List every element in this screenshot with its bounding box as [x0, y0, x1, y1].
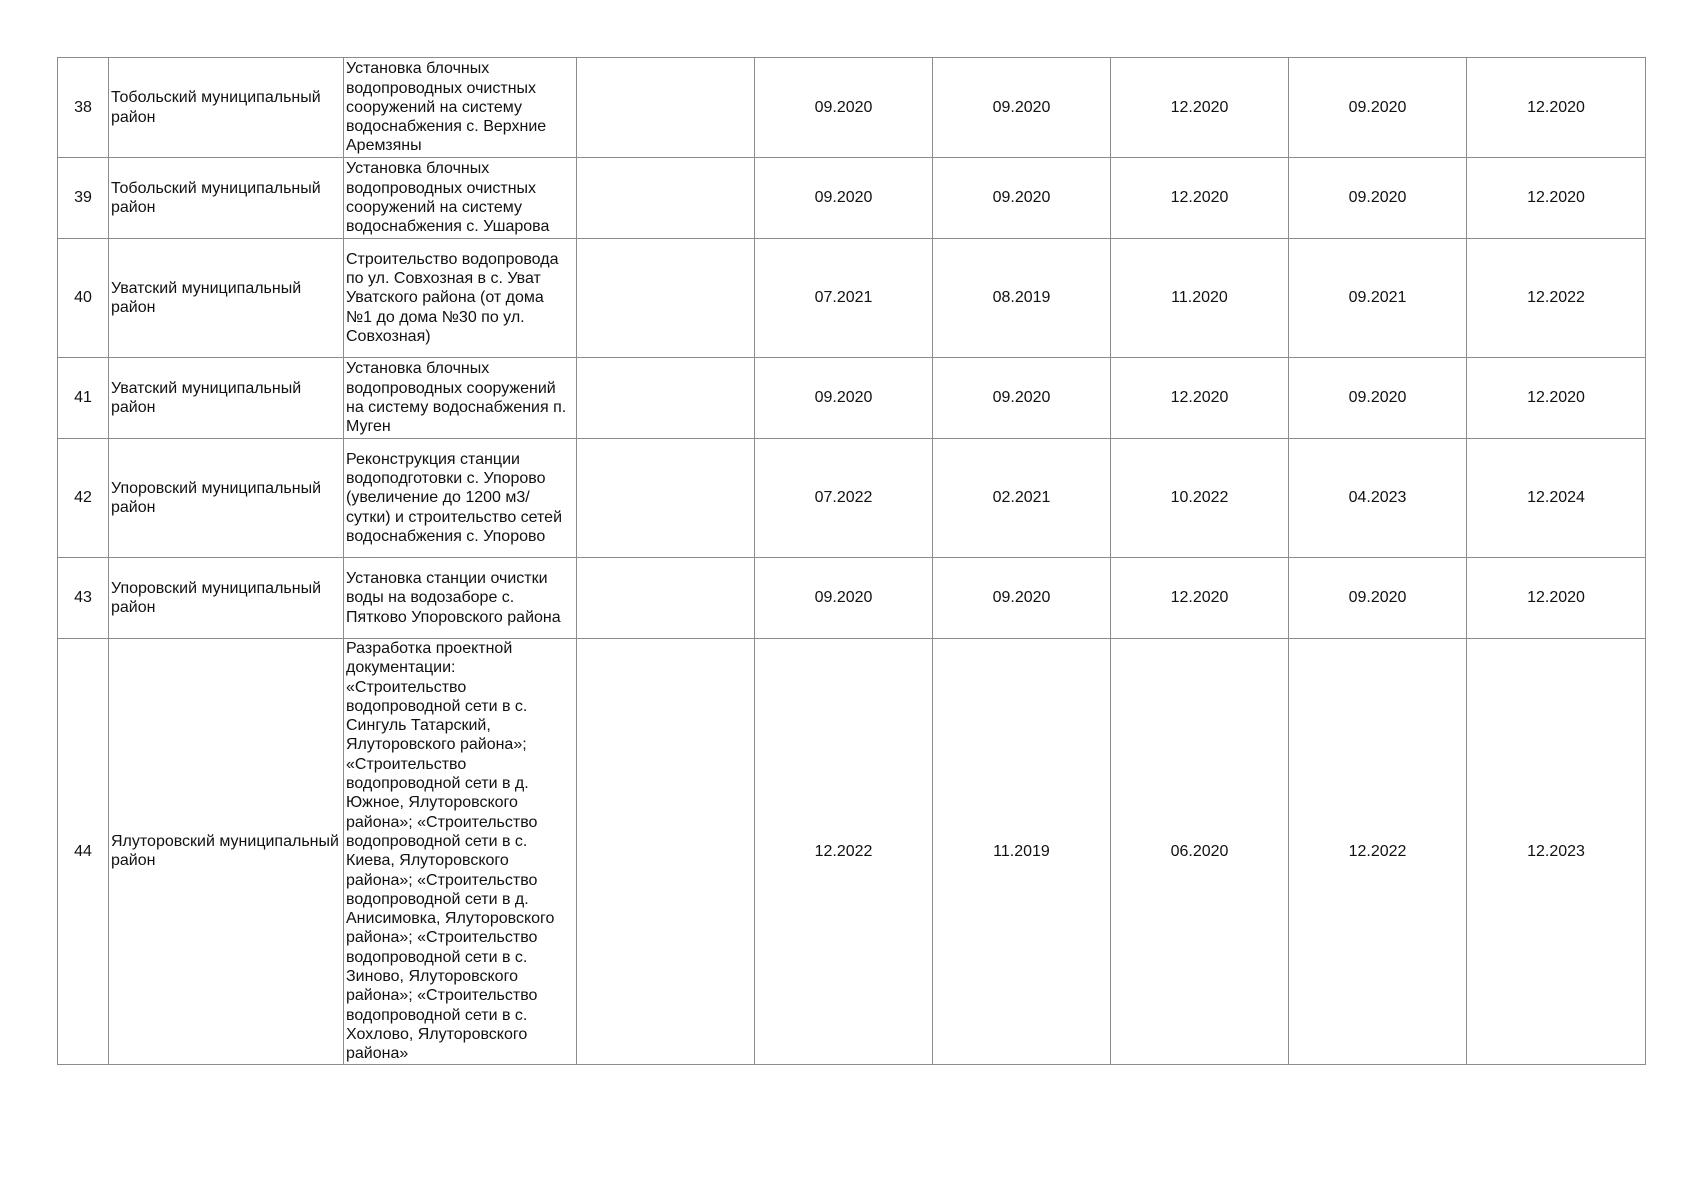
- district-cell: Ялуторовский муниципальный район: [109, 639, 344, 1065]
- description-cell: Установка блочных водопроводных очистных сооружений на систему водоснабжения с. Ушарова: [344, 158, 577, 239]
- table-body: [58, 58, 1646, 1065]
- date-cell: 09.2020: [933, 358, 1111, 439]
- row-number: 42: [58, 439, 109, 558]
- date-cell: 12.2020: [1111, 158, 1289, 239]
- date-cell: 12.2020: [1111, 558, 1289, 639]
- date-cell: 12.2022: [1467, 239, 1646, 358]
- description-cell: Разработка проектной документации: «Строительство водопроводной сети в с. Сингуль Татарский, Ялуторовского района»; «Строительство водопроводной сети в д. Южное, Ялуторовского района»; «Строительство водопроводной сети в с. Киева, Ялуторовского района»; «Строительство водопроводной сети в д. Анисимовка, Ялуторовского района»; «Строительство водопроводной сети в с. Зиново, Ялуторовского района»; «Строительство водопроводной сети в с. Хохлово, Ялуторовского района»: [344, 639, 577, 1065]
- empty-cell: [577, 439, 755, 558]
- date-cell: 09.2021: [1289, 239, 1467, 358]
- date-cell: 09.2020: [933, 558, 1111, 639]
- date-cell: 12.2022: [1289, 639, 1467, 1065]
- description-cell: Реконструкция станции водоподготовки с. Упорово (увеличение до 1200 м3/сутки) и строительство сетей водоснабжения с. Упорово: [344, 439, 577, 558]
- date-cell: 09.2020: [933, 58, 1111, 158]
- district-cell: Уватский муниципальный район: [109, 239, 344, 358]
- row-number: 43: [58, 558, 109, 639]
- date-cell: 06.2020: [1111, 639, 1289, 1065]
- row-number: 38: [58, 58, 109, 158]
- date-cell: 12.2022: [755, 639, 933, 1065]
- date-cell: 12.2020: [1111, 358, 1289, 439]
- row-number: 41: [58, 358, 109, 439]
- description-cell: Установка блочных водопроводных очистных сооружений на систему водоснабжения с. Верхние Аремзяны: [344, 58, 577, 158]
- document-table: [57, 57, 1646, 1065]
- table-row: [58, 58, 1646, 158]
- date-cell: 12.2020: [1467, 558, 1646, 639]
- date-cell: 09.2020: [1289, 358, 1467, 439]
- date-cell: 09.2020: [933, 158, 1111, 239]
- empty-cell: [577, 239, 755, 358]
- date-cell: 09.2020: [755, 158, 933, 239]
- date-cell: 12.2023: [1467, 639, 1646, 1065]
- table-row: [58, 158, 1646, 239]
- description-cell: Установка станции очистки воды на водозаборе с. Пятково Упоровского района: [344, 558, 577, 639]
- date-cell: 12.2020: [1467, 58, 1646, 158]
- date-cell: 09.2020: [755, 558, 933, 639]
- empty-cell: [577, 558, 755, 639]
- table-row: [58, 558, 1646, 639]
- empty-cell: [577, 58, 755, 158]
- empty-cell: [577, 158, 755, 239]
- empty-cell: [577, 639, 755, 1065]
- description-cell: Строительство водопровода по ул. Совхозная в с. Уват Уватского района (от дома №1 до дома №30 по ул. Совхозная): [344, 239, 577, 358]
- district-cell: Тобольский муниципальный район: [109, 158, 344, 239]
- date-cell: 12.2020: [1467, 358, 1646, 439]
- date-cell: 12.2020: [1111, 58, 1289, 158]
- district-cell: Упоровский муниципальный район: [109, 558, 344, 639]
- empty-cell: [577, 358, 755, 439]
- date-cell: 08.2019: [933, 239, 1111, 358]
- table-row: [58, 639, 1646, 1065]
- district-cell: Уватский муниципальный район: [109, 358, 344, 439]
- date-cell: 09.2020: [755, 58, 933, 158]
- table-row: [58, 358, 1646, 439]
- date-cell: 09.2020: [1289, 158, 1467, 239]
- date-cell: 02.2021: [933, 439, 1111, 558]
- date-cell: 09.2020: [755, 358, 933, 439]
- table-row: [58, 239, 1646, 358]
- date-cell: 11.2019: [933, 639, 1111, 1065]
- date-cell: 07.2021: [755, 239, 933, 358]
- date-cell: 11.2020: [1111, 239, 1289, 358]
- row-number: 40: [58, 239, 109, 358]
- district-cell: Тобольский муниципальный район: [109, 58, 344, 158]
- row-number: 39: [58, 158, 109, 239]
- date-cell: 12.2024: [1467, 439, 1646, 558]
- date-cell: 12.2020: [1467, 158, 1646, 239]
- date-cell: 04.2023: [1289, 439, 1467, 558]
- row-number: 44: [58, 639, 109, 1065]
- date-cell: 09.2020: [1289, 558, 1467, 639]
- date-cell: 07.2022: [755, 439, 933, 558]
- description-cell: Установка блочных водопроводных сооружений на систему водоснабжения п. Муген: [344, 358, 577, 439]
- district-cell: Упоровский муниципальный район: [109, 439, 344, 558]
- table-row: [58, 439, 1646, 558]
- date-cell: 09.2020: [1289, 58, 1467, 158]
- date-cell: 10.2022: [1111, 439, 1289, 558]
